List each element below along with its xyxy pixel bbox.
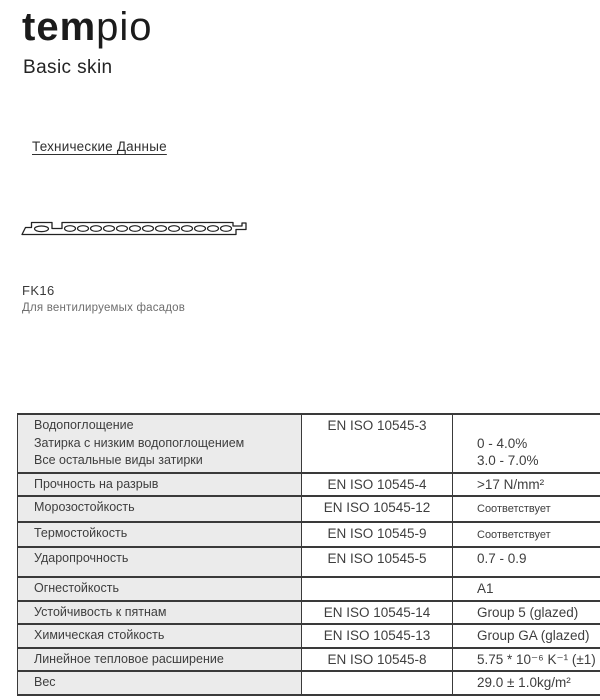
property-cell: Линейное тепловое расширение (18, 648, 302, 672)
value-cell: Group 5 (glazed) (453, 601, 600, 625)
table-row (18, 671, 600, 695)
standard-cell: EN ISO 10545-12 (302, 496, 453, 522)
value-cell: 29.0 ± 1.0kg/m² (453, 671, 600, 695)
table-row (18, 547, 600, 577)
property-cell: Химическая стойкость (18, 624, 302, 648)
standard-cell: EN ISO 10545-9 (302, 522, 453, 548)
table-row (18, 624, 600, 648)
standard-cell (302, 577, 453, 601)
value-cell: Group GA (glazed) (453, 624, 600, 648)
brand-logo-bold-part: tem (22, 5, 97, 49)
product-code: FK16 (22, 283, 55, 298)
property-cell: Устойчивость к пятнам (18, 601, 302, 625)
property-cell: Ударопрочность (18, 547, 302, 577)
section-heading: Технические Данные (32, 139, 167, 154)
value-cell: 5.75 * 10⁻⁶ K⁻¹ (±1) (453, 648, 600, 672)
standard-cell: EN ISO 10545-5 (302, 547, 453, 577)
value-cell: Соответствует (453, 522, 600, 548)
table-row (18, 648, 600, 672)
standard-cell (302, 671, 453, 695)
standard-cell: EN ISO 10545-3 (302, 414, 453, 473)
value-cell: A1 (453, 577, 600, 601)
tech-table-body (18, 414, 600, 695)
value-cell: 0.7 - 0.9 (453, 547, 600, 577)
table-row (18, 496, 600, 522)
table-row (18, 601, 600, 625)
technical-data-table (17, 413, 600, 696)
value-cell: 0 - 4.0% 3.0 - 7.0% (453, 414, 600, 473)
product-line-title: Basic skin (23, 57, 113, 78)
table-row (18, 473, 600, 497)
property-cell: Прочность на разрыв (18, 473, 302, 497)
value-cell: >17 N/mm² (453, 473, 600, 497)
standard-cell: EN ISO 10545-13 (302, 624, 453, 648)
standard-cell: EN ISO 10545-8 (302, 648, 453, 672)
brand-logo-light-part: pio (96, 5, 153, 49)
property-cell: Термостойкость (18, 522, 302, 548)
standard-cell: EN ISO 10545-14 (302, 601, 453, 625)
property-cell: Огнестойкость (18, 577, 302, 601)
property-cell: Морозостойкость (18, 496, 302, 522)
table-row (18, 522, 600, 548)
value-cell: Соответствует (453, 496, 600, 522)
table-row (18, 414, 600, 473)
property-cell: Водопоглощение Затирка с низким водопоглощением Все остальные виды затирки (18, 414, 302, 473)
property-cell: Вес (18, 671, 302, 695)
brand-logo (22, 4, 153, 50)
standard-cell: EN ISO 10545-4 (302, 473, 453, 497)
panel-profile-drawing-icon (20, 213, 250, 243)
product-description: Для вентилируемых фасадов (22, 302, 186, 314)
table-row (18, 577, 600, 601)
